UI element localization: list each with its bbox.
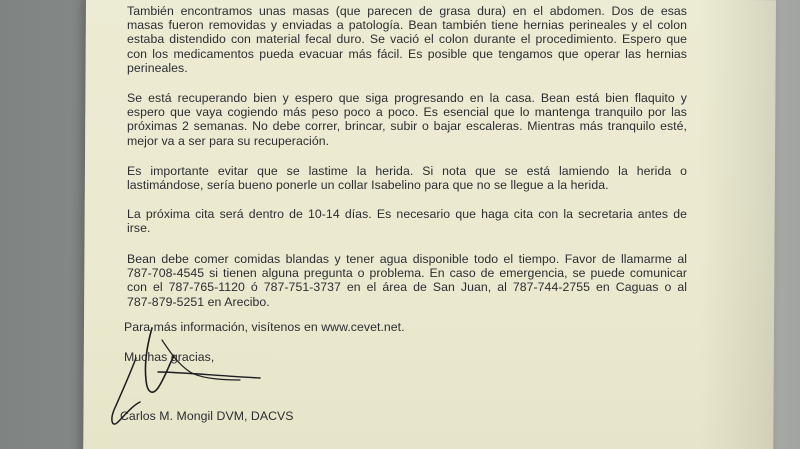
text-line: Se está recuperando bien y espero que siga progresando en la casa. Bean está bien flaquito y (127, 91, 687, 105)
text-line: masas fueron removidas y enviadas a patología. Bean también tiene hernias perineales y el colon (127, 18, 687, 33)
text-line: mejor va a ser para su recuperación. (127, 133, 330, 148)
text-line: 787-708-4545 si tienen alguna pregunta o problema. En caso de emergencia, se puede comunicar (127, 266, 687, 281)
closing-line: Muchas gracias, (124, 350, 215, 364)
paragraph-findings (127, 4, 687, 75)
text-line: También encontramos unas masas (que parecen de grasa dura) en el abdomen. Dos de esas (127, 4, 687, 18)
paragraph-appointment (127, 207, 687, 235)
text-line: Es importante evitar que se lastime la herida. Si nota que se está lamiendo la herida o (127, 164, 687, 178)
text-line: perineales. (127, 60, 188, 75)
paragraph-recovery (127, 91, 687, 148)
signatory-line: Carlos M. Mongil DVM, DACVS (120, 409, 294, 423)
paragraph-care-contact (127, 252, 687, 309)
more-info-line: Para más información, visítenos en www.cevet.net. (124, 320, 405, 334)
text-line: con los medicamentos pueda evacuar más fácil. Es posible que tengamos que operar las hernias (127, 46, 687, 61)
text-line: espero que vaya cogiendo más peso poco a poco. Es esencial que lo mantenga tranquilo por las (127, 105, 687, 120)
text-line: 787-879-5251 en Arecibo. (127, 294, 270, 309)
paragraph-wound (127, 164, 687, 192)
text-line: irse. (127, 221, 151, 236)
handwritten-signature (100, 322, 290, 432)
text-line: lastimándose, sería bueno ponerle un collar Isabelino para que no se llegue a la herida. (127, 178, 609, 193)
text-line: La próxima cita será dentro de 10-14 días. Es necesario que haga cita con la secretaria antes de (127, 207, 687, 221)
text-line: próximas 2 semanas. No debe correr, brincar, subir o bajar escaleras. Mientras más tranquilo esté, (127, 119, 687, 134)
text-line: con el 787-765-1120 ó 787-751-3737 en el área de San Juan, al 787-744-2755 en Caguas o al (127, 280, 687, 295)
text-line: estaba distendido con material fecal duro. Se vació el colon durante el procedimiento. Espero que (127, 32, 687, 47)
text-line: Bean debe comer comidas blandas y tener agua disponible todo el tiempo. Favor de llamarme al (127, 252, 687, 266)
